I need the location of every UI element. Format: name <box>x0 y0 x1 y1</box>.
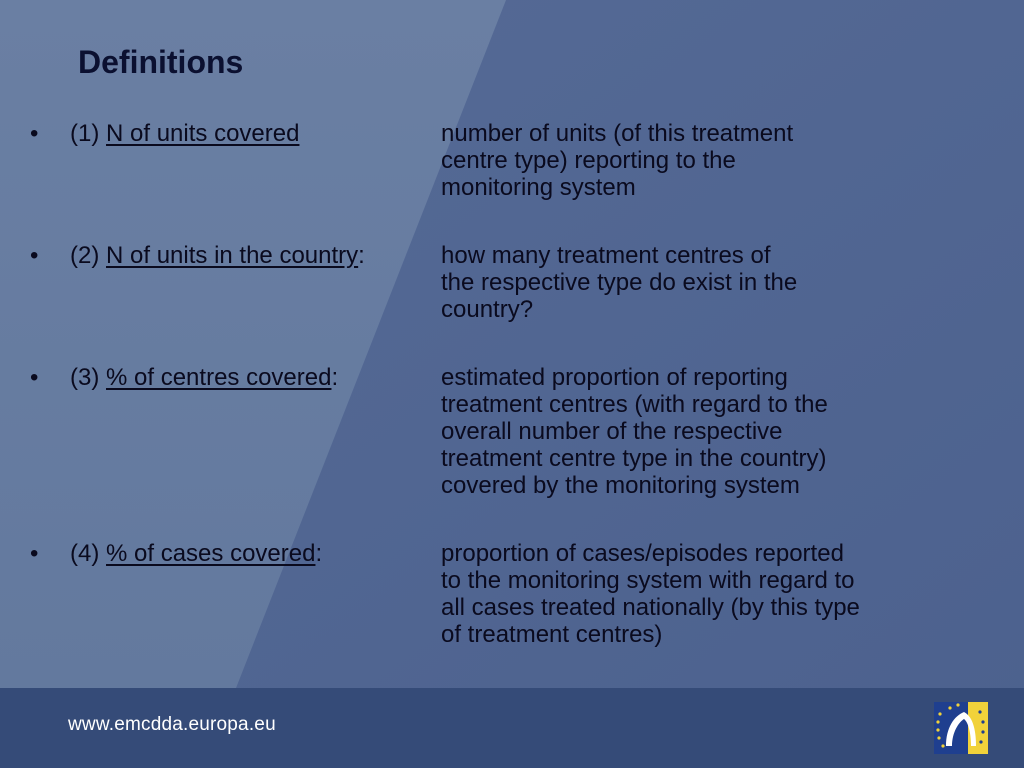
definition-item-1 <box>0 120 1024 201</box>
definition-item-4 <box>0 540 1024 648</box>
bullet-icon: • <box>30 242 39 269</box>
definition-term <box>70 364 338 391</box>
definition-text: how many treatment centres of the respective type do exist in the country? <box>441 242 798 323</box>
term-name: % of centres covered <box>106 364 332 391</box>
term-suffix: : <box>315 540 323 567</box>
definition-term <box>70 120 299 147</box>
definitions-list <box>0 120 1024 648</box>
definition-term <box>70 540 322 567</box>
footer-url[interactable]: www.emcdda.europa.eu <box>68 714 276 735</box>
term-number: (3) <box>70 364 100 391</box>
term-suffix: : <box>331 364 339 391</box>
page-title: Definitions <box>78 44 244 80</box>
definition-item-2 <box>0 242 1024 323</box>
term-number: (1) <box>70 120 100 147</box>
term-name: % of cases covered <box>106 540 316 567</box>
bullet-icon: • <box>30 540 39 567</box>
term-suffix: : <box>358 242 365 269</box>
bullet-icon: • <box>30 364 39 391</box>
definition-text: number of units (of this treatment centre type) reporting to the monitoring system <box>441 120 794 201</box>
term-number: (2) <box>70 242 100 269</box>
bullet-icon: • <box>30 120 39 147</box>
emcdda-logo-icon <box>934 702 988 754</box>
definition-text: proportion of cases/episodes reported to the monitoring system with regard to all cases treated nationally (by this type of treatment centres) <box>441 540 860 648</box>
definition-item-3 <box>0 364 1024 499</box>
term-name: N of units in the country <box>106 242 359 269</box>
definition-term <box>70 242 365 269</box>
term-name: N of units covered <box>106 120 300 147</box>
term-number: (4) <box>70 540 100 567</box>
definition-text: estimated proportion of reporting treatment centres (with regard to the overall number of the respective treatment centre type in the country) covered by the monitoring system <box>441 364 828 499</box>
